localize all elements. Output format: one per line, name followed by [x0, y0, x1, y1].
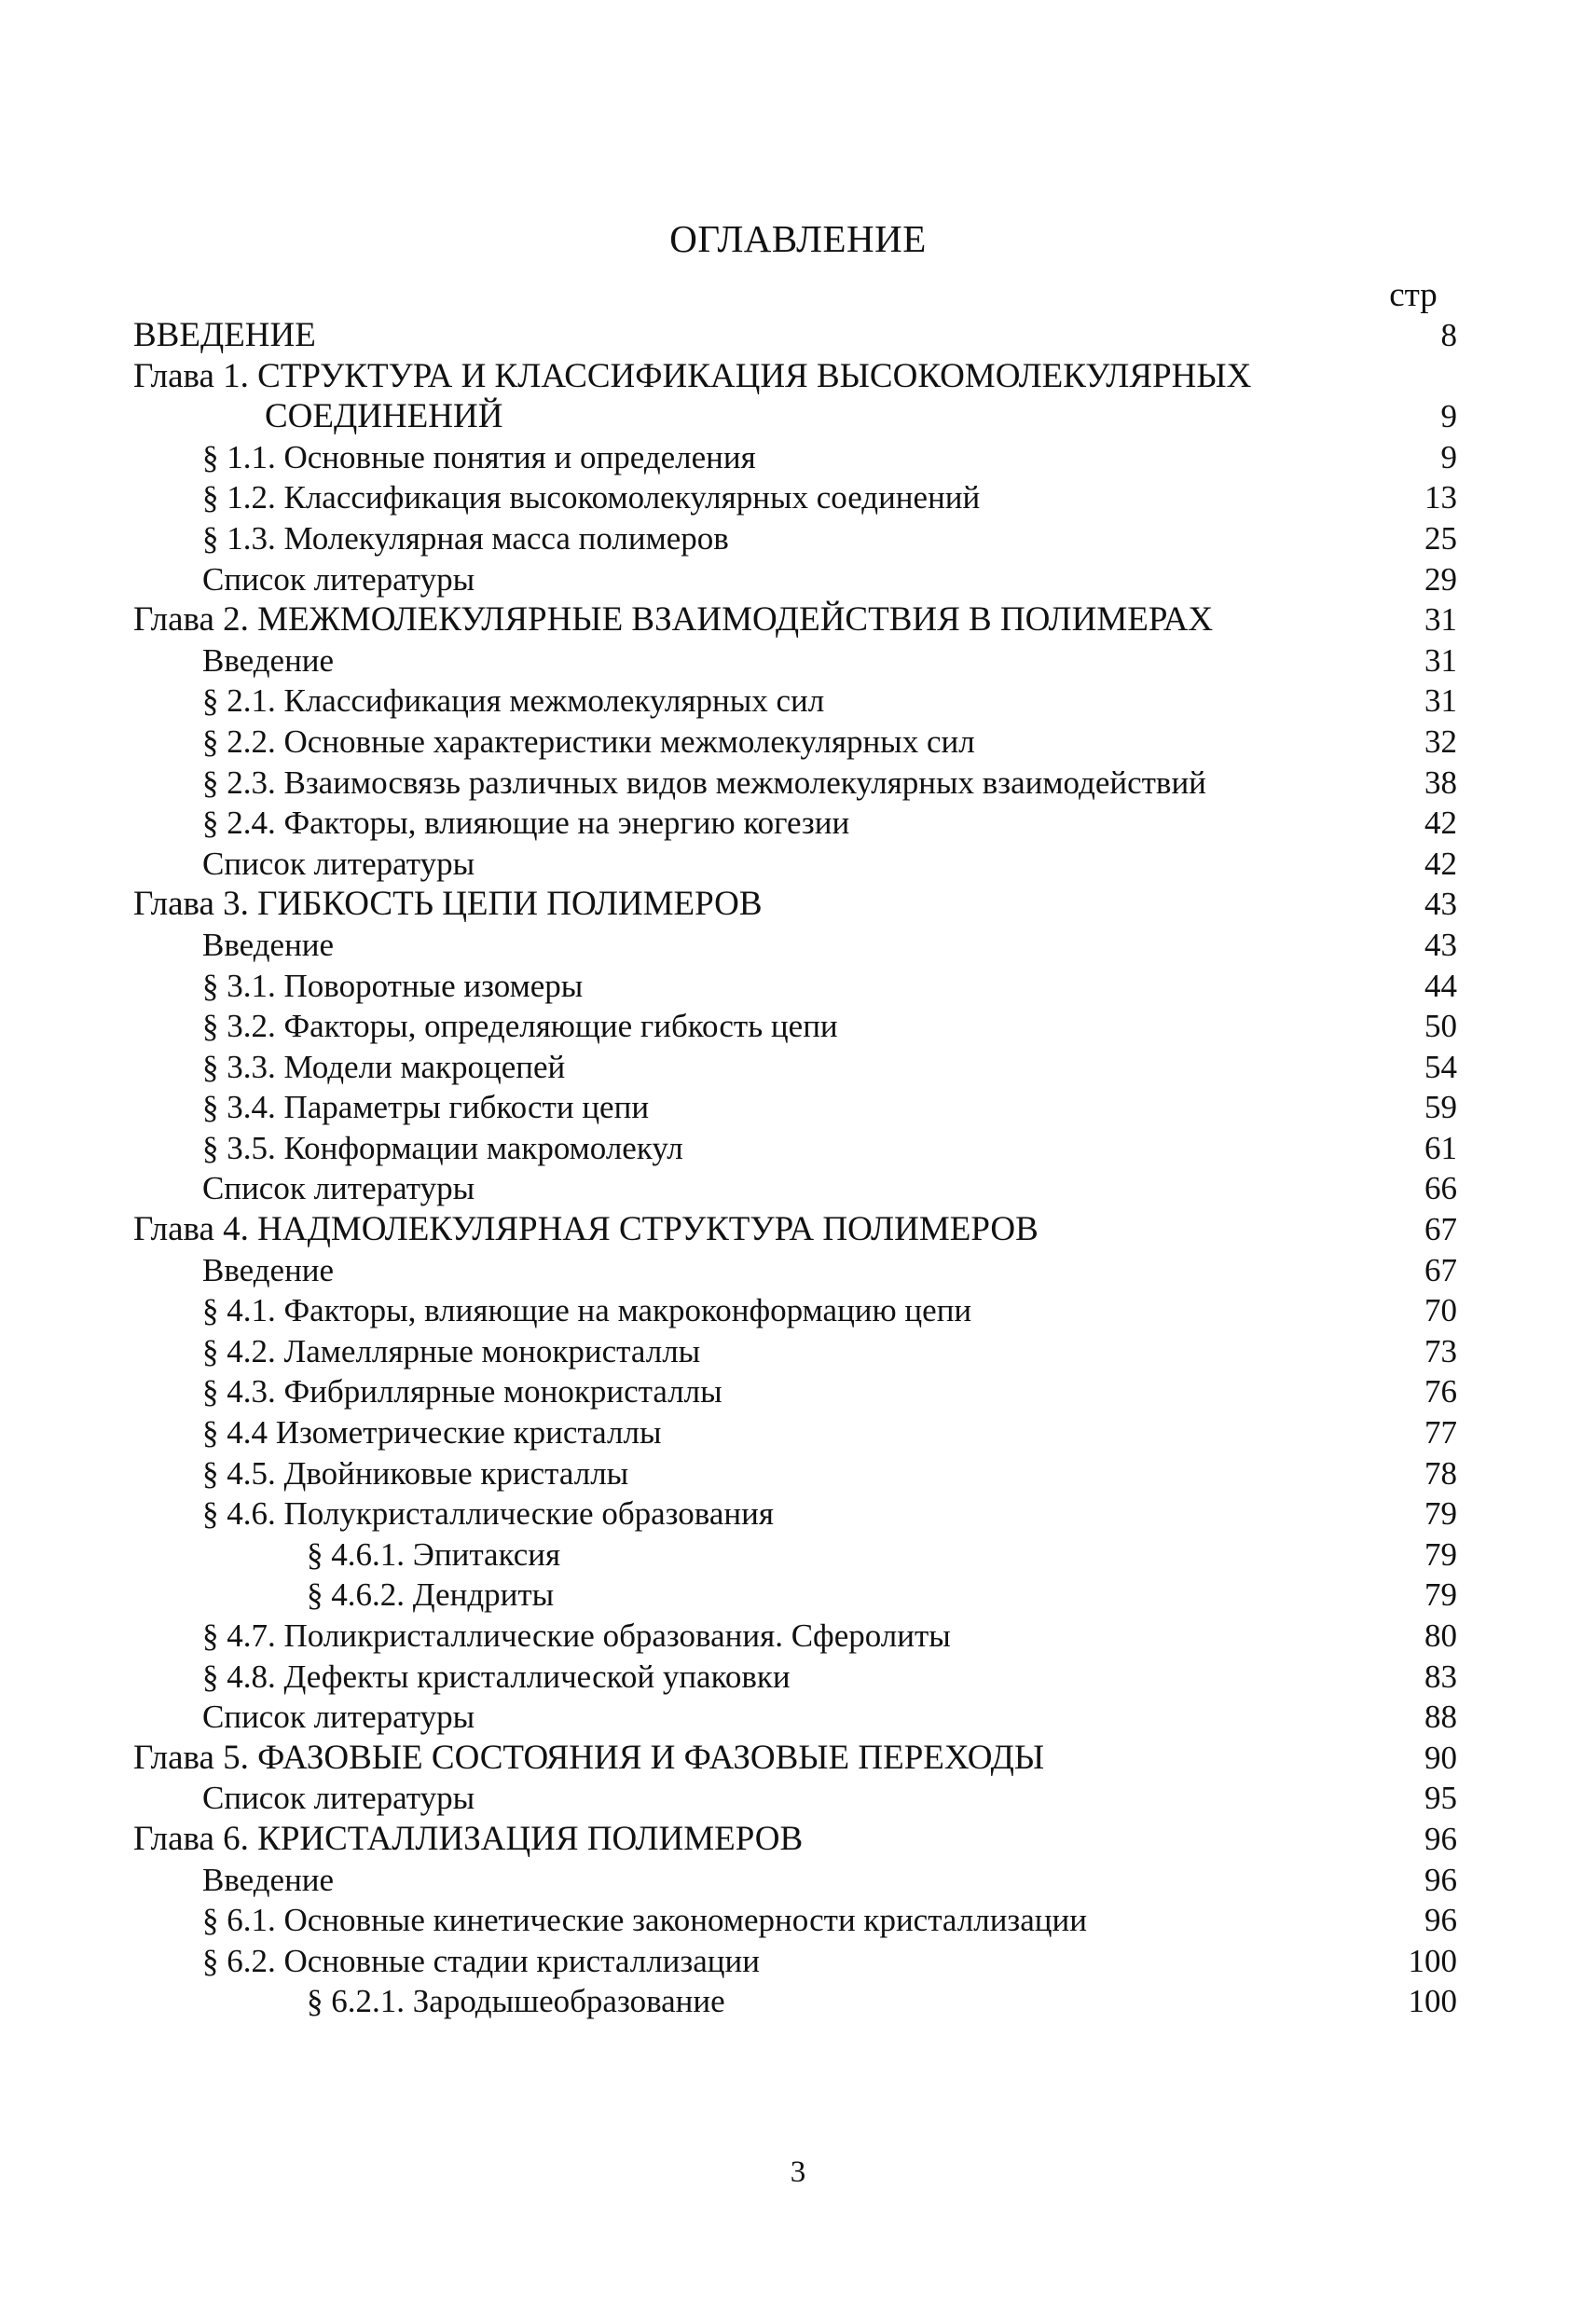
toc-entry[interactable] [133, 1778, 1457, 1819]
toc-entry-title [307, 1981, 725, 2022]
toc-entry-title-text: § 4.6. Полукристаллические образования [202, 1495, 774, 1533]
toc-entry-title-text: Введение [202, 641, 335, 679]
toc-entry-page: 31 [1424, 682, 1457, 720]
toc-entry-title-text: § 3.5. Конформации макромолекул [202, 1129, 683, 1166]
toc-entry-title [202, 1941, 760, 1982]
toc-entry[interactable] [133, 722, 1457, 763]
toc-chapter-entry[interactable] [133, 315, 1457, 356]
toc-entry-title-continuation: СОЕДИНЕНИЙ [265, 397, 503, 436]
toc-entry-page: 61 [1424, 1129, 1457, 1166]
toc-entry-title [133, 599, 1213, 640]
toc-entry[interactable] [133, 437, 1457, 478]
toc-entry[interactable] [133, 803, 1457, 844]
toc-entry-title [202, 925, 334, 966]
toc-chapter-entry[interactable] [133, 884, 1457, 925]
toc-entry-page: 31 [1424, 601, 1457, 639]
toc-entry-title [202, 1371, 722, 1412]
toc-entry-page: 96 [1424, 1861, 1457, 1898]
toc-entry[interactable] [133, 1941, 1457, 1982]
page-column-label: стр [1389, 276, 1438, 314]
toc-entry-page: 73 [1424, 1332, 1457, 1369]
toc-entry-title [202, 1128, 683, 1169]
toc-entry-title [202, 1087, 649, 1128]
toc-entry-title-text: § 2.1. Классификация межмолекулярных сил [202, 682, 825, 720]
page-number: 3 [790, 2155, 806, 2189]
toc-entry-title [202, 1290, 971, 1331]
toc-entry-page: 50 [1424, 1008, 1457, 1045]
toc-entry-page: 100 [1408, 1942, 1457, 1979]
toc-entry-title-text: § 1.3. Молекулярная масса полимеров [202, 519, 729, 557]
toc-entry-page: 67 [1424, 1251, 1457, 1288]
toc-entry-title-text: § 4.6.1. Эпитаксия [307, 1535, 561, 1573]
table-of-contents [133, 315, 1457, 2022]
toc-entry-title [133, 884, 763, 925]
toc-entry-page: 13 [1424, 479, 1457, 516]
page-title: ОГЛАВЛЕНИЕ [669, 217, 927, 260]
toc-entry[interactable] [133, 1168, 1457, 1209]
toc-entry-title-text: Список литературы [202, 1780, 475, 1817]
toc-entry[interactable] [133, 925, 1457, 966]
toc-entry[interactable] [133, 1616, 1457, 1657]
toc-entry[interactable] [133, 1047, 1457, 1088]
toc-entry-title [307, 1575, 554, 1616]
toc-entry-page: 88 [1424, 1699, 1457, 1736]
toc-entry-title [202, 763, 1206, 804]
toc-entry-title [202, 1900, 1087, 1941]
toc-entry-title-text: § 3.4. Параметры гибкости цепи [202, 1089, 650, 1126]
toc-entry[interactable] [133, 1657, 1457, 1698]
toc-entry[interactable] [133, 1128, 1457, 1169]
toc-entry[interactable] [133, 518, 1457, 559]
toc-entry-title-text: § 2.2. Основные характеристики межмолекулярных сил [202, 722, 975, 760]
toc-entry-page: 29 [1424, 560, 1457, 598]
toc-entry[interactable] [133, 1453, 1457, 1494]
toc-entry-page: 44 [1424, 967, 1457, 1004]
toc-entry-page: 80 [1424, 1617, 1457, 1654]
toc-entry[interactable] [133, 1534, 1457, 1576]
toc-entry-page: 77 [1424, 1414, 1457, 1452]
toc-entry-page: 70 [1424, 1292, 1457, 1329]
toc-entry-title-text: § 1.1. Основные понятия и определения [202, 438, 756, 475]
toc-entry[interactable] [133, 1371, 1457, 1412]
toc-entry-title-text: § 2.4. Факторы, влияющие на энергию когезии [202, 805, 850, 842]
toc-entry-page: 83 [1424, 1658, 1457, 1695]
toc-entry-page: 59 [1424, 1089, 1457, 1126]
toc-entry[interactable] [133, 1087, 1457, 1128]
toc-entry-title [202, 1047, 565, 1088]
toc-entry-page: 79 [1424, 1495, 1457, 1533]
toc-entry-title-text: Список литературы [202, 1699, 475, 1736]
toc-entry-page: 32 [1424, 722, 1457, 760]
toc-entry-title [202, 1453, 628, 1494]
toc-entry-title-text: § 6.2.1. Зародышеобразование [307, 1983, 725, 2020]
toc-entry-page: 79 [1424, 1535, 1457, 1573]
toc-entry-page: 25 [1424, 519, 1457, 557]
toc-entry[interactable] [133, 763, 1457, 804]
toc-entry-title [202, 1006, 838, 1047]
toc-entry-page: 42 [1424, 805, 1457, 842]
toc-entry-title [202, 803, 849, 844]
toc-entry-title [202, 1860, 334, 1901]
toc-entry-title-text: § 4.5. Двойниковые кристаллы [202, 1454, 629, 1492]
toc-entry[interactable] [133, 1575, 1457, 1616]
toc-entry-title [202, 477, 980, 518]
toc-chapter-entry[interactable] [133, 599, 1457, 640]
toc-entry-title-text: Глава 3. ГИБКОСТЬ ЦЕПИ ПОЛИМЕРОВ [133, 885, 763, 924]
toc-entry-title [133, 1819, 803, 1860]
toc-entry-title [202, 722, 975, 763]
toc-entry-title [202, 1657, 791, 1698]
toc-chapter-entry[interactable] [133, 1738, 1457, 1779]
toc-entry-title-text: § 4.8. Дефекты кристаллической упаковки [202, 1658, 791, 1695]
toc-entry[interactable] [133, 1250, 1457, 1291]
toc-entry[interactable] [133, 1900, 1457, 1941]
toc-entry[interactable] [133, 640, 1457, 681]
toc-entry-page: 42 [1424, 845, 1457, 882]
toc-entry-title-text: § 4.6.2. Дендриты [307, 1576, 555, 1614]
toc-entry-page: 31 [1424, 641, 1457, 679]
toc-entry-title [133, 1209, 1039, 1250]
toc-chapter-entry[interactable] [133, 1209, 1457, 1250]
toc-entry-title-text: § 6.1. Основные кинетические закономерности кристаллизации [202, 1902, 1087, 1939]
toc-entry-title [202, 1616, 951, 1657]
toc-entry[interactable] [133, 1006, 1457, 1047]
toc-entry-title-text: § 6.2. Основные стадии кристаллизации [202, 1942, 760, 1979]
toc-entry-page: 9 [1440, 438, 1457, 475]
toc-entry[interactable] [133, 1331, 1457, 1372]
toc-entry-page: 66 [1424, 1170, 1457, 1207]
toc-chapter-entry[interactable] [133, 356, 1457, 437]
toc-entry-title-text: § 4.4 Изометрические кристаллы [202, 1414, 662, 1452]
toc-entry-title-text: Список литературы [202, 845, 475, 882]
toc-entry-title [202, 559, 475, 600]
toc-entry-title-text: § 3.3. Модели макроцепей [202, 1048, 566, 1085]
toc-entry-title [202, 1778, 475, 1819]
toc-entry[interactable] [133, 1981, 1457, 2022]
toc-entry-title [133, 1738, 1044, 1779]
toc-entry[interactable] [133, 559, 1457, 600]
toc-entry-title-text: Глава 1. СТРУКТУРА И КЛАССИФИКАЦИЯ ВЫСОКОМОЛЕКУЛЯРНЫХ [133, 356, 1252, 395]
toc-entry-title-text: Список литературы [202, 1170, 475, 1207]
toc-entry-title [202, 1412, 661, 1453]
toc-entry[interactable] [133, 1290, 1457, 1331]
toc-entry[interactable] [133, 844, 1457, 885]
toc-entry-title [202, 518, 729, 559]
toc-entry-title [202, 437, 756, 478]
toc-entry-page: 54 [1424, 1048, 1457, 1085]
toc-entry-title-text: § 4.3. Фибриллярные монокристаллы [202, 1373, 722, 1411]
toc-entry-title-text: Введение [202, 1251, 335, 1288]
toc-entry-title-text: Введение [202, 1861, 335, 1898]
toc-entry-title [133, 315, 316, 356]
toc-entry-page: 78 [1424, 1454, 1457, 1492]
toc-entry-title-text: § 2.3. Взаимосвязь различных видов межмолекулярных взаимодействий [202, 764, 1206, 801]
toc-entry[interactable] [133, 477, 1457, 518]
toc-entry-title-text: ВВЕДЕНИЕ [133, 316, 316, 354]
toc-entry-title [202, 966, 583, 1007]
toc-entry-page: 96 [1424, 1820, 1457, 1857]
toc-entry[interactable] [133, 1493, 1457, 1534]
toc-entry-title [202, 1168, 475, 1209]
toc-entry-page: 43 [1424, 926, 1457, 963]
toc-entry-page: 79 [1424, 1576, 1457, 1614]
toc-entry-page: 76 [1424, 1373, 1457, 1411]
toc-entry-page: 9 [1440, 398, 1457, 435]
toc-entry-title [202, 1697, 475, 1738]
toc-entry-title [307, 1534, 560, 1576]
toc-entry-title-text: § 3.1. Поворотные изомеры [202, 967, 584, 1004]
toc-entry-title-text: Глава 2. МЕЖМОЛЕКУЛЯРНЫЕ ВЗАИМОДЕЙСТВИЯ В ПОЛИМЕРАХ [133, 600, 1214, 640]
toc-entry-title-text: Глава 4. НАДМОЛЕКУЛЯРНАЯ СТРУКТУРА ПОЛИМЕРОВ [133, 1210, 1039, 1249]
toc-entry[interactable] [133, 1860, 1457, 1901]
toc-entry-page: 95 [1424, 1780, 1457, 1817]
toc-entry-title-text: Глава 5. ФАЗОВЫЕ СОСТОЯНИЯ И ФАЗОВЫЕ ПЕРЕХОДЫ [133, 1738, 1045, 1777]
toc-entry-title-text: § 4.7. Поликристаллические образования. Сферолиты [202, 1617, 951, 1654]
toc-entry-title-text: Глава 6. КРИСТАЛЛИЗАЦИЯ ПОЛИМЕРОВ [133, 1819, 804, 1858]
toc-entry-title [202, 844, 475, 885]
toc-entry-page: 90 [1424, 1739, 1457, 1776]
toc-entry-title-text: § 3.2. Факторы, определяющие гибкость цепи [202, 1008, 838, 1045]
toc-entry-title [202, 681, 824, 722]
toc-entry-page: 8 [1440, 317, 1457, 353]
toc-chapter-entry[interactable] [133, 1819, 1457, 1860]
toc-entry[interactable] [133, 681, 1457, 722]
toc-entry-page: 43 [1424, 886, 1457, 923]
toc-entry-title-text: § 4.1. Факторы, влияющие на макроконформацию цепи [202, 1292, 972, 1329]
toc-entry-title-text: § 4.2. Ламеллярные монокристаллы [202, 1332, 701, 1369]
toc-entry-title [202, 1250, 334, 1291]
toc-entry-title [202, 640, 334, 681]
toc-entry-page: 100 [1408, 1983, 1457, 2020]
toc-entry[interactable] [133, 966, 1457, 1007]
toc-entry[interactable] [133, 1697, 1457, 1738]
toc-entry-title-text: Введение [202, 926, 335, 963]
toc-entry-title [202, 1493, 774, 1534]
toc-entry-title-text: Список литературы [202, 560, 475, 598]
toc-entry-page: 38 [1424, 764, 1457, 801]
toc-entry-page: 67 [1424, 1211, 1457, 1248]
toc-entry[interactable] [133, 1412, 1457, 1453]
toc-entry-title [202, 1331, 700, 1372]
toc-entry-title [133, 356, 1251, 437]
toc-entry-title-text: § 1.2. Классификация высокомолекулярных соединений [202, 479, 981, 516]
toc-entry-page: 96 [1424, 1902, 1457, 1939]
